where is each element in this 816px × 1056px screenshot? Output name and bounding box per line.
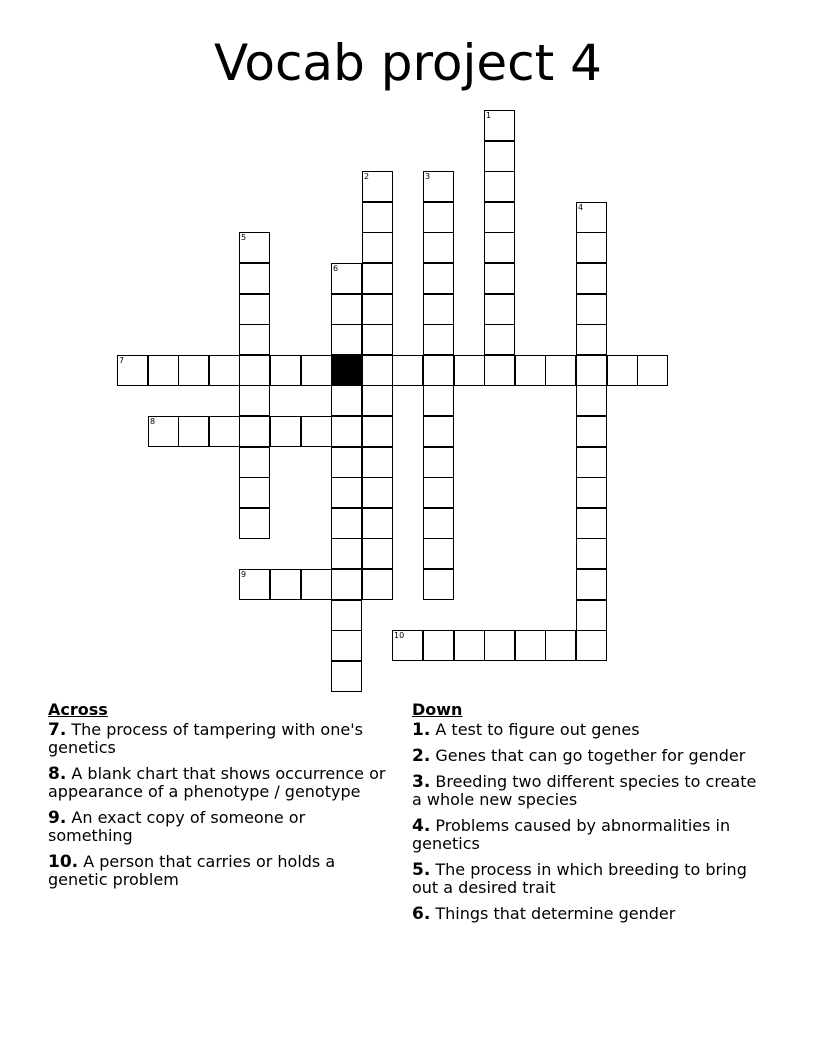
grid-cell[interactable] [331,324,362,355]
grid-cell[interactable] [545,355,576,386]
grid-cell[interactable] [270,416,301,447]
grid-cell[interactable] [423,324,454,355]
grid-cell[interactable] [331,477,362,508]
grid-cell[interactable] [362,324,393,355]
grid-cell[interactable] [209,416,240,447]
grid-block [331,355,362,386]
clue-text: Breeding two different species to create a whole new species [412,772,757,809]
grid-cell[interactable] [301,416,332,447]
grid-cell[interactable] [239,447,270,478]
grid-cell[interactable] [423,416,454,447]
clue-number: 10. [48,852,79,872]
grid-cell[interactable] [423,569,454,600]
clue-down [412,861,757,897]
grid-cell[interactable] [239,416,270,447]
puzzle-title: Vocab project 4 [214,34,602,92]
grid-cell[interactable] [392,630,423,661]
clue-down [412,721,757,739]
clue-number: 9. [48,808,67,828]
clue-number: 5. [412,860,431,880]
grid-cell[interactable] [423,630,454,661]
grid-cell[interactable] [607,355,638,386]
grid-cell[interactable] [484,263,515,294]
grid-cell[interactable] [362,355,393,386]
grid-cell[interactable] [178,416,209,447]
grid-cell[interactable] [331,600,362,631]
grid-cell[interactable] [423,355,454,386]
grid-cell[interactable] [239,569,270,600]
clue-across [48,809,393,845]
grid-cell[interactable] [637,355,668,386]
grid-cell[interactable] [239,324,270,355]
grid-cell[interactable] [576,447,607,478]
grid-cell[interactable] [301,355,332,386]
clue-across [48,765,393,801]
grid-cell[interactable] [454,630,485,661]
clue-text: An exact copy of someone or something [48,808,306,845]
clue-number: 7. [48,720,67,740]
grid-cell[interactable] [178,355,209,386]
clue-down [412,905,757,923]
grid-cell[interactable] [362,477,393,508]
clue-number-label: 10 [394,631,405,640]
grid-cell[interactable] [239,477,270,508]
grid-cell[interactable] [331,661,362,692]
clue-text: Things that determine gender [435,904,676,923]
grid-cell[interactable] [331,569,362,600]
grid-cell[interactable] [117,355,148,386]
grid-cell[interactable] [515,355,546,386]
grid-cell[interactable] [362,508,393,539]
grid-cell[interactable] [576,538,607,569]
grid-cell[interactable] [331,263,362,294]
grid-cell[interactable] [239,508,270,539]
clue-number-label: 3 [425,172,431,181]
grid-cell[interactable] [239,263,270,294]
clue-across [48,853,393,889]
grid-cell[interactable] [423,538,454,569]
clue-number-label: 7 [119,356,125,365]
grid-cell[interactable] [239,232,270,263]
grid-cell[interactable] [484,324,515,355]
grid-cell[interactable] [331,630,362,661]
grid-cell[interactable] [576,263,607,294]
grid-cell[interactable] [423,508,454,539]
grid-cell[interactable] [576,232,607,263]
grid-cell[interactable] [576,202,607,233]
clue-text: The process of tampering with one's genetics [48,720,363,757]
grid-cell[interactable] [148,416,179,447]
clue-number: 8. [48,764,67,784]
clue-number: 3. [412,772,431,792]
grid-cell[interactable] [576,477,607,508]
grid-cell[interactable] [331,538,362,569]
grid-cell[interactable] [362,538,393,569]
grid-cell[interactable] [515,630,546,661]
grid-cell[interactable] [362,569,393,600]
grid-cell[interactable] [270,355,301,386]
grid-cell[interactable] [362,263,393,294]
grid-cell[interactable] [331,508,362,539]
clue-number: 6. [412,904,431,924]
clue-text: Genes that can go together for gender [435,746,746,765]
clue-number-label: 6 [333,264,339,273]
across-clues [48,700,393,897]
grid-cell[interactable] [545,630,576,661]
grid-cell[interactable] [362,416,393,447]
grid-cell[interactable] [331,416,362,447]
clue-number-label: 2 [364,172,370,181]
clue-text: A test to figure out genes [435,720,640,739]
clue-number: 1. [412,720,431,740]
clue-across [48,721,393,757]
across-heading: Across [48,700,108,719]
clue-number: 4. [412,816,431,836]
grid-cell[interactable] [576,508,607,539]
grid-cell[interactable] [239,385,270,416]
clue-number-label: 1 [486,111,492,120]
clue-number-label: 9 [241,570,247,579]
down-heading: Down [412,700,463,719]
grid-cell[interactable] [362,202,393,233]
grid-cell[interactable] [576,600,607,631]
grid-cell[interactable] [423,263,454,294]
grid-cell[interactable] [392,355,423,386]
clue-number-label: 8 [150,417,156,426]
grid-cell[interactable] [148,355,179,386]
grid-cell[interactable] [484,110,515,141]
grid-cell[interactable] [484,232,515,263]
grid-cell[interactable] [362,447,393,478]
clue-number-label: 4 [578,203,584,212]
grid-cell[interactable] [576,569,607,600]
grid-cell[interactable] [331,294,362,325]
grid-cell[interactable] [331,447,362,478]
clue-text: Problems caused by abnormalities in genetics [412,816,731,853]
grid-cell[interactable] [423,171,454,202]
grid-cell[interactable] [423,447,454,478]
clue-text: The process in which breeding to bring out a desired trait [412,860,747,897]
clue-text: A person that carries or holds a genetic problem [48,852,336,889]
grid-cell[interactable] [484,630,515,661]
grid-cell[interactable] [423,385,454,416]
clue-down [412,747,757,765]
grid-cell[interactable] [576,630,607,661]
grid-cell[interactable] [576,294,607,325]
grid-cell[interactable] [239,355,270,386]
clue-text: A blank chart that shows occurrence or appearance of a phenotype / genotype [48,764,386,801]
grid-cell[interactable] [423,294,454,325]
grid-cell[interactable] [362,385,393,416]
grid-cell[interactable] [209,355,240,386]
grid-cell[interactable] [301,569,332,600]
clue-down [412,773,757,809]
grid-cell[interactable] [576,355,607,386]
grid-cell[interactable] [423,232,454,263]
grid-cell[interactable] [331,385,362,416]
grid-cell[interactable] [484,171,515,202]
clue-number-label: 5 [241,233,247,242]
grid-cell[interactable] [362,171,393,202]
clue-number: 2. [412,746,431,766]
grid-cell[interactable] [576,324,607,355]
down-clues [412,700,757,931]
grid-cell[interactable] [423,477,454,508]
grid-cell[interactable] [576,416,607,447]
grid-cell[interactable] [423,202,454,233]
grid-cell[interactable] [270,569,301,600]
grid-cell[interactable] [484,202,515,233]
clue-down [412,817,757,853]
grid-cell[interactable] [239,294,270,325]
grid-cell[interactable] [484,294,515,325]
grid-cell[interactable] [576,385,607,416]
grid-cell[interactable] [362,294,393,325]
grid-cell[interactable] [484,355,515,386]
grid-cell[interactable] [362,232,393,263]
grid-cell[interactable] [484,141,515,172]
grid-cell[interactable] [454,355,485,386]
